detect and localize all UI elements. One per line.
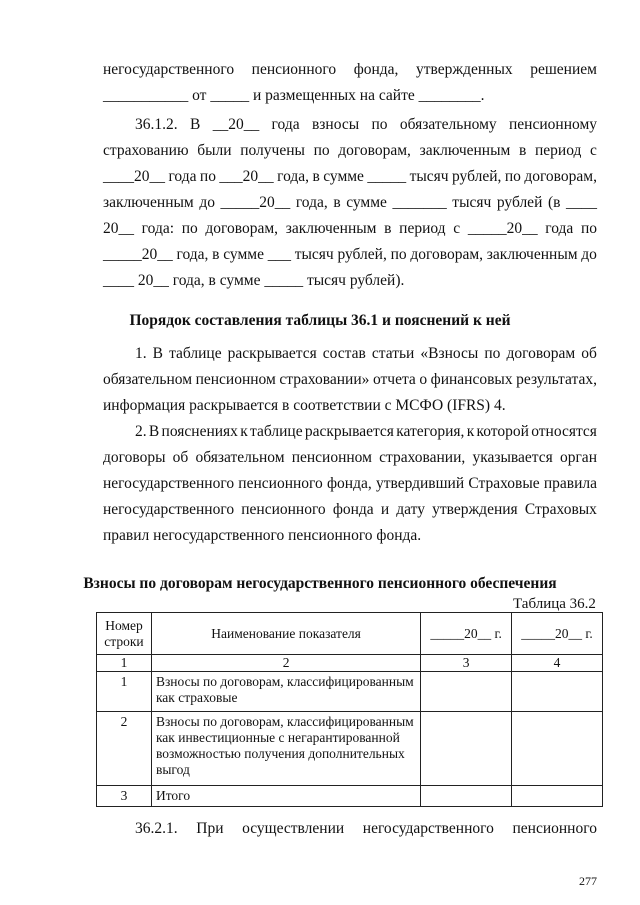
word: в <box>518 142 527 159</box>
value-cell <box>512 786 603 807</box>
note2-line1 <box>135 422 597 442</box>
table-label: Таблица 36.2 <box>513 596 596 612</box>
word: пенсионного <box>241 501 326 518</box>
word: года <box>168 168 197 185</box>
note2-line5: правил негосударственного пенсионного фонда. <box>103 527 422 544</box>
word: заключенным <box>419 142 511 159</box>
word: период <box>534 142 582 159</box>
word: по <box>199 168 216 185</box>
para2-line2 <box>103 141 597 161</box>
para3-line1 <box>135 819 597 839</box>
word: фонда <box>332 501 374 518</box>
word: года, <box>176 246 209 263</box>
word: утвержденных <box>416 61 513 78</box>
word: Страховые <box>468 475 540 492</box>
word: таблице <box>169 345 222 362</box>
word: об <box>172 449 189 466</box>
word: с <box>590 142 597 159</box>
note2-line4 <box>103 500 597 520</box>
page-number: 277 <box>579 874 597 888</box>
word: заключенным <box>103 194 194 211</box>
word: о <box>419 371 428 388</box>
word: 1. <box>135 345 147 362</box>
word: в <box>212 246 220 263</box>
word: страховании, <box>379 449 466 466</box>
word: года <box>545 220 574 237</box>
word: «Взносы <box>420 345 479 362</box>
word: (в <box>547 194 561 211</box>
word: решением <box>530 61 597 78</box>
word: ____ <box>565 194 597 211</box>
word: 36.2.1. <box>135 820 178 837</box>
header-year-1: _____20__ г. <box>421 613 512 655</box>
word: в <box>333 194 341 211</box>
note1-line3: информация раскрывается в соответствии с МСФО (IFRS) 4. <box>103 397 506 414</box>
word: пенсионному <box>509 116 597 133</box>
table-row <box>97 712 603 786</box>
word: раскрывается <box>227 345 317 362</box>
word: сумме <box>346 194 387 211</box>
word: В <box>189 116 201 133</box>
para2-line4 <box>103 193 597 213</box>
word: в <box>312 168 320 185</box>
note1-line1 <box>135 344 597 364</box>
word: года: <box>141 220 175 237</box>
header-row-number: Номер строки <box>97 613 152 655</box>
word: договорам, <box>205 220 279 237</box>
word: Страховых <box>524 501 597 518</box>
word: состав <box>322 345 366 362</box>
word: в <box>384 220 392 237</box>
word: по <box>504 168 521 185</box>
word: ____20__ <box>103 168 165 185</box>
column-number: 4 <box>512 655 603 672</box>
header-year-2: _____20__ г. <box>512 613 603 655</box>
table-row <box>97 672 603 712</box>
word: статьи <box>371 345 415 362</box>
word: рублей, <box>452 168 502 185</box>
word: тысяч <box>294 246 334 263</box>
word: утверждения <box>432 501 518 518</box>
word: _____ <box>367 168 407 185</box>
contributions-table <box>96 612 603 807</box>
word: договорам, <box>524 168 597 185</box>
word: договорам, <box>338 142 411 159</box>
word: тысяч <box>452 194 492 211</box>
row-number: 1 <box>97 672 152 712</box>
word: по <box>390 246 407 263</box>
word: 2. <box>135 423 147 440</box>
word: взносы <box>311 116 360 133</box>
word: пояснениях <box>161 423 238 440</box>
word: категория, <box>396 423 465 440</box>
word: договорам <box>506 345 576 362</box>
word: заключенным <box>486 246 578 263</box>
word: тысяч <box>409 168 449 185</box>
word: ___20__ <box>219 168 274 185</box>
note2-line2 <box>103 448 597 468</box>
word: таблице <box>250 423 303 440</box>
word: к <box>240 423 248 440</box>
column-number: 1 <box>97 655 152 672</box>
word: указывается <box>472 449 553 466</box>
word: пенсионного <box>251 61 337 78</box>
para1-line2: ___________ от _____ и размещенных на сайте ________. <box>103 87 485 104</box>
word: были <box>197 142 232 159</box>
word: года, <box>277 168 310 185</box>
word: страхованию <box>103 142 189 159</box>
para2-line6 <box>103 245 597 265</box>
section-heading: Порядок составления таблицы 36.1 и пояснений к ней <box>129 312 511 329</box>
word: обязательном <box>195 449 285 466</box>
para2-line7: ____ 20__ года, в сумме _____ тысяч рублей). <box>103 272 405 289</box>
word: ___ <box>267 246 291 263</box>
table-number-row <box>97 655 603 672</box>
header-indicator-name: Наименование показателя <box>151 613 420 655</box>
para2-line3 <box>103 167 597 187</box>
value-cell <box>421 712 512 786</box>
word: осуществлении <box>242 820 345 837</box>
word: относятся <box>531 423 597 440</box>
word: В <box>152 345 164 362</box>
note1-line2 <box>103 370 597 390</box>
word: фонда, <box>326 475 372 492</box>
word: 36.1.2. <box>135 116 178 133</box>
word: и <box>380 501 390 518</box>
table-header-row <box>97 613 603 655</box>
word: с <box>453 220 461 237</box>
word: фонда, <box>353 61 399 78</box>
word: негосударственного <box>103 475 235 492</box>
word: договоры <box>103 449 166 466</box>
word: рублей, <box>337 246 387 263</box>
word: к <box>466 423 475 440</box>
column-number: 2 <box>151 655 420 672</box>
word: пенсионного <box>238 475 323 492</box>
row-indicator-name: Взносы по договорам, классифицированным как инвестиционные с негарантированной возможностью получения дополнительных выгод <box>151 712 420 786</box>
word: правила <box>543 475 597 492</box>
word: которой <box>476 423 529 440</box>
word: _____20__ <box>220 194 291 211</box>
word: __20__ <box>212 116 260 133</box>
para2-line1 <box>135 115 597 135</box>
row-indicator-name: Итого <box>151 786 420 807</box>
para1-line1 <box>103 60 597 80</box>
word: об <box>581 345 597 362</box>
note2-line3 <box>103 474 597 494</box>
word: В <box>148 423 160 440</box>
word: При <box>196 820 224 837</box>
word: года <box>271 116 300 133</box>
word: по <box>484 345 501 362</box>
word: по <box>313 142 330 159</box>
value-cell <box>421 672 512 712</box>
word: финансовых <box>430 371 513 388</box>
word: сумме <box>323 168 364 185</box>
value-cell <box>421 786 512 807</box>
word: пенсионном <box>195 371 276 388</box>
word: негосударственного <box>103 61 235 78</box>
table-row <box>97 786 603 807</box>
word: по <box>181 220 198 237</box>
word: дату <box>396 501 425 518</box>
word: негосударственного <box>362 820 494 837</box>
word: результатах, <box>516 371 597 388</box>
word: до <box>199 194 215 211</box>
word: обязательному <box>399 116 497 133</box>
word: утвердивший <box>375 475 465 492</box>
word: пенсионном <box>291 449 372 466</box>
word: негосударственного <box>103 501 235 518</box>
word: заключенным <box>285 220 377 237</box>
table-title: Взносы по договорам негосударственного пенсионного обеспечения <box>83 575 557 592</box>
row-indicator-name: Взносы по договорам, классифицированным как страховые <box>151 672 420 712</box>
word: сумме <box>223 246 264 263</box>
row-number: 2 <box>97 712 152 786</box>
column-number: 3 <box>421 655 512 672</box>
word: _____20__ <box>103 246 173 263</box>
word: до <box>581 246 597 263</box>
row-number: 3 <box>97 786 152 807</box>
word: орган <box>559 449 597 466</box>
value-cell <box>512 712 603 786</box>
word: период <box>399 220 446 237</box>
word: _____20__ <box>467 220 538 237</box>
word: года, <box>295 194 328 211</box>
value-cell <box>512 672 603 712</box>
word: страховании» <box>279 371 370 388</box>
word: раскрывается <box>304 423 394 440</box>
para2-line5 <box>103 219 597 239</box>
word: отчета <box>372 371 416 388</box>
word: _______ <box>392 194 447 211</box>
word: обязательном <box>103 371 192 388</box>
word: по <box>371 116 388 133</box>
word: получены <box>240 142 305 159</box>
word: 20__ <box>103 220 134 237</box>
word: пенсионного <box>512 820 597 837</box>
word: рублей <box>496 194 543 211</box>
word: по <box>580 220 597 237</box>
word: договорам, <box>410 246 484 263</box>
